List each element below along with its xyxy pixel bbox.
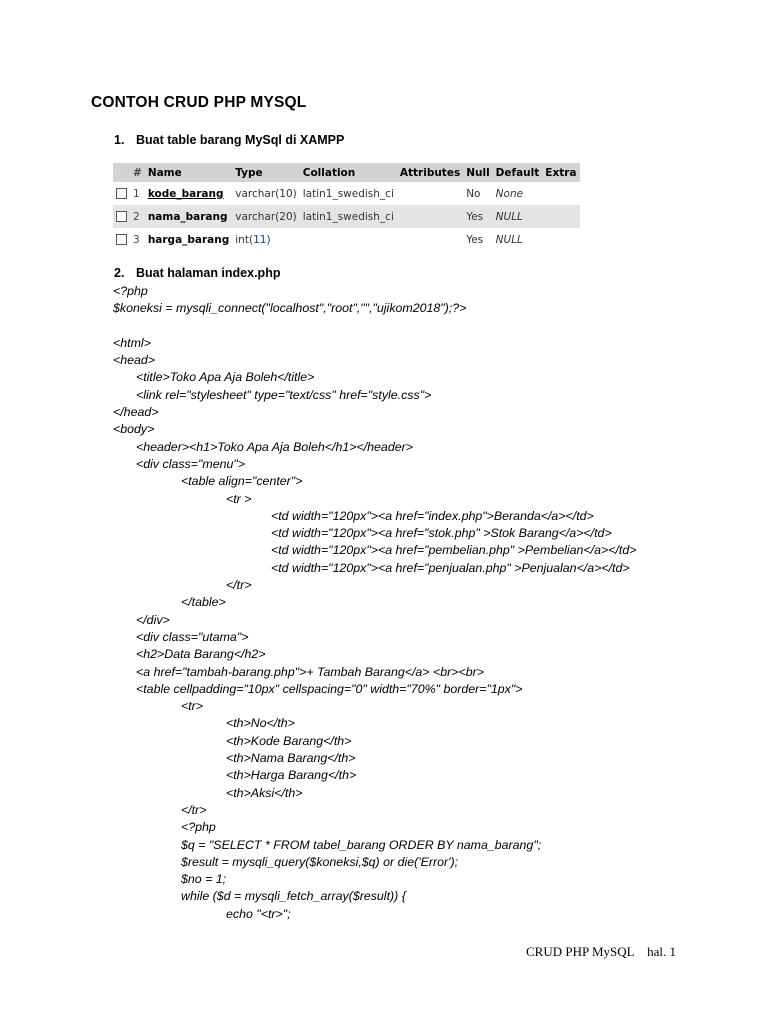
row-name: nama_barang: [145, 205, 232, 228]
code-line: <head>: [113, 353, 156, 368]
header-default: Default: [493, 163, 543, 182]
row-extra: [542, 228, 579, 251]
row-type-number: 11: [253, 233, 267, 246]
code-line: $no = 1;: [181, 872, 227, 887]
row-attributes: [397, 205, 463, 228]
checkbox-icon: [116, 188, 127, 199]
row-name-text: kode_barang: [147, 187, 224, 200]
row-type: [232, 228, 299, 251]
header-name: Name: [145, 163, 232, 182]
row-null: Yes: [466, 233, 484, 246]
table-structure-screenshot: [113, 163, 580, 251]
code-line: $q = "SELECT * FROM tabel_barang ORDER BY nama_barang";: [181, 837, 542, 852]
row-checkbox[interactable]: [113, 182, 130, 205]
step-1-number: 1.: [114, 133, 125, 147]
row-collation: latin1_swedish_ci: [300, 205, 397, 228]
table-row: [113, 228, 580, 251]
code-line: <?php: [113, 284, 148, 298]
row-extra: [542, 205, 579, 228]
row-type-suffix: ): [266, 233, 271, 246]
row-num: 3: [133, 233, 140, 246]
code-line: <th>Harga Barang</th>: [226, 768, 357, 783]
code-line: <body>: [113, 422, 155, 437]
header-attributes: Attributes: [397, 163, 463, 182]
code-line: <link rel="stylesheet" type="text/css" href="style.css">: [136, 387, 432, 402]
checkbox-icon: [116, 211, 127, 222]
row-default: NULL: [493, 205, 543, 228]
code-line: <td width="120px"><a href="index.php">Beranda</a></td>: [271, 508, 594, 523]
code-line: <div class="utama">: [136, 629, 249, 644]
code-line: </table>: [181, 595, 226, 610]
row-type: varchar(20): [232, 205, 299, 228]
header-checkbox-col: [113, 163, 130, 182]
row-null: Yes: [463, 205, 492, 228]
header-null: Null: [463, 163, 492, 182]
code-line: </tr>: [226, 578, 252, 593]
table-row: [113, 182, 580, 205]
row-default: NULL: [495, 233, 523, 246]
row-num: 1: [133, 187, 140, 200]
code-line: [0, 318, 637, 335]
code-line: <html>: [113, 335, 151, 350]
code-line: <header><h1>Toko Apa Aja Boleh</h1></header>: [136, 439, 413, 454]
step-2-text: Buat halaman index.php: [136, 266, 281, 280]
row-attributes: [397, 182, 463, 205]
code-line: </tr>: [181, 802, 207, 817]
row-type: varchar(10): [235, 187, 297, 200]
code-line: <h2>Data Barang</h2>: [136, 647, 266, 662]
code-line: <a href="tambah-barang.php">+ Tambah Barang</a> <br><br>: [136, 664, 484, 679]
code-line: <table align="center">: [181, 474, 303, 489]
table-row: [113, 205, 580, 228]
code-line: echo "<tr>";: [226, 906, 291, 921]
header-type: Type: [232, 163, 299, 182]
code-line: <?php: [181, 820, 216, 835]
step-1-heading: [114, 133, 344, 147]
code-line: <div class="menu">: [136, 456, 246, 471]
code-line: while ($d = mysqli_fetch_array($result)) {: [181, 889, 406, 904]
row-type-prefix: int(: [235, 233, 254, 246]
row-checkbox[interactable]: [113, 205, 130, 228]
row-null: No: [466, 187, 481, 200]
code-line: <th>No</th>: [226, 716, 295, 731]
code-line: <tr>: [181, 699, 204, 714]
row-extra: [542, 182, 579, 205]
step-2-heading: [114, 266, 280, 280]
checkbox-icon: [116, 234, 127, 245]
row-collation: latin1_swedish_ci: [302, 187, 394, 200]
step-2-number: 2.: [114, 266, 125, 280]
code-line: $koneksi = mysqli_connect("localhost","root","","ujikom2018");?>: [113, 301, 467, 316]
code-line: <td width="120px"><a href="pembelian.php" >Pembelian</a></td>: [271, 543, 637, 558]
code-line: <table cellpadding="10px" cellspacing="0" width="70%" border="1px">: [136, 681, 523, 696]
table-header-row: [113, 163, 580, 182]
row-default: None: [495, 187, 524, 200]
row-num: 2: [130, 205, 145, 228]
header-num: #: [130, 163, 145, 182]
row-attributes: [397, 228, 463, 251]
header-extra: Extra: [542, 163, 579, 182]
row-collation: [300, 228, 397, 251]
code-line: <title>Toko Apa Aja Boleh</title>: [136, 370, 315, 385]
code-line: </head>: [113, 405, 159, 420]
page-footer: CRUD PHP MySQL hal. 1: [526, 944, 677, 959]
code-line: <th>Kode Barang</th>: [226, 733, 352, 748]
row-checkbox[interactable]: [113, 228, 130, 251]
step-1-text: Buat table barang MySql di XAMPP: [136, 133, 345, 147]
code-line: <td width="120px"><a href="penjualan.php" >Penjualan</a></td>: [271, 560, 630, 575]
code-line: $result = mysqli_query($koneksi,$q) or die('Error');: [181, 854, 459, 869]
row-name: [145, 182, 232, 205]
header-collation: Collation: [300, 163, 397, 182]
code-line: </div>: [136, 612, 170, 627]
code-line: <th>Nama Barang</th>: [226, 751, 356, 766]
code-listing: [0, 283, 637, 923]
row-name: harga_barang: [147, 233, 230, 246]
code-line: <td width="120px"><a href="stok.php" >Stok Barang</a></td>: [271, 526, 612, 541]
document-title: CONTOH CRUD PHP MYSQL: [91, 94, 307, 111]
code-line: <tr >: [226, 491, 252, 506]
code-line: <th>Aksi</th>: [226, 785, 303, 800]
